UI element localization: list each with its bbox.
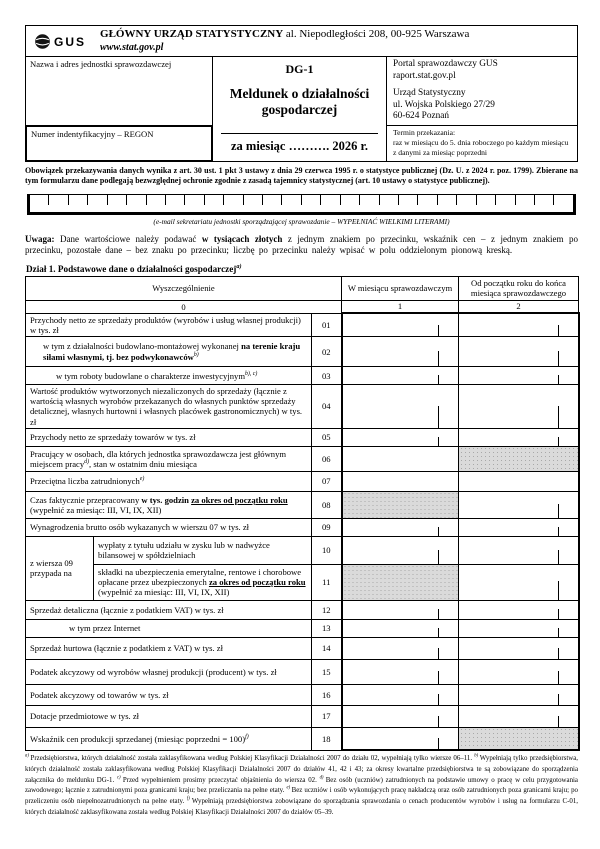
gus-wordmark: GUS (54, 34, 87, 49)
data-cell-03-col1[interactable] (342, 367, 459, 385)
table-row-13 (26, 619, 579, 637)
org-address: al. Niepodległości 208, 00-925 Warszawa (285, 28, 470, 41)
col-header-month: W miesiącu sprawozdawczym (342, 276, 459, 300)
row-label-11: składki na ubezpieczenia emerytalne, rentowe i chorobowe opłacane przez ubezpieczonych za okres od początku roku (wypełnić za miesiąc: III, VI, IX, XII) (94, 564, 312, 600)
header-title-block (100, 28, 469, 54)
data-cell-17-col1[interactable] (342, 705, 459, 727)
table-row-16 (26, 684, 579, 705)
table-row-06 (26, 446, 579, 471)
gus-globe-icon (34, 33, 51, 50)
footnote-text: Przedsiębiorstwa, których działalność została zaklasyfikowana według Polskiej Klasyfikacji Działalności 2007 do działu 02, wypełniają tylko wiersze 06–11. (30, 755, 475, 763)
footnote-text: Wypełniają tylko przedsiębiorstwa, których działalność została zaklasyfikowana według Polskiej Klasyfikacji Działalności 2007 do działów 41, 42 i 43; za okresy kwartalne przedsiębiorstwa te są zobowiązane do sporządzenia załącznika do meldunku DG-1. (25, 755, 579, 784)
email-cell (554, 195, 572, 206)
decimal-divider (558, 716, 559, 727)
email-cell (166, 195, 185, 206)
row-number-18: 18 (312, 727, 342, 750)
email-cell (244, 195, 263, 206)
col-number-2: 2 (459, 300, 579, 313)
row-number-15: 15 (312, 659, 342, 684)
email-caption: (e-mail sekretariatu jednostki sporządzającej sprawozdanie – WYPEŁNIAĆ WIELKIMI LITERAMI) (153, 216, 450, 226)
decimal-divider (438, 437, 439, 446)
row-label-03: w tym roboty budowlane o charakterze inwestycyjnym$^{b), c)}$ (26, 367, 312, 385)
row-label-01: Przychody netto ze sprzedaży produktów (wyrobów i usług własnej produkcji) w tys. zł (26, 313, 312, 336)
row-label-04: Wartość produktów wytworzonych niezaliczonych do sprzedaży (łącznie z wartością własnych wyrobów przekazanych do własnych punktów sprzedaży detalicznej, własnych hurtowni i własnych placówek gastronomicznych) w tys. zł (26, 385, 312, 429)
decimal-divider (438, 375, 439, 384)
email-cell (302, 195, 321, 206)
row-label-10: wypłaty z tytułu udziału w zysku lub w nadwyżce bilansowej w spółdzielniach (94, 536, 312, 564)
data-cell-17-col2[interactable] (459, 705, 579, 727)
table-row-02 (26, 337, 579, 367)
table-row-12 (26, 600, 579, 619)
footnote-marker: d) (319, 775, 326, 781)
data-cell-01-col1[interactable] (342, 313, 459, 336)
email-cell (380, 195, 399, 206)
data-cell-18-col2[interactable] (459, 727, 579, 750)
row-number-05: 05 (312, 428, 342, 446)
email-cell (418, 195, 437, 206)
data-cell-11-col2[interactable] (459, 564, 579, 600)
row-label-16: Podatek akcyzowy od towarów w tys. zł (26, 684, 312, 705)
table-row-14 (26, 637, 579, 659)
data-cell-09-col2[interactable] (459, 518, 579, 536)
col-number-1: 1 (342, 300, 459, 313)
email-cell (147, 195, 166, 206)
email-cell (516, 195, 535, 206)
header-right-column (386, 57, 577, 161)
header-center-column (213, 57, 386, 161)
data-cell-15-col2[interactable] (459, 659, 579, 684)
table-row-18 (26, 727, 579, 750)
row-label-12: Sprzedaż detaliczna (łącznie z podatkiem VAT) w tys. zł (26, 600, 312, 619)
row-label-14: Sprzedaż hurtowa (łącznie z podatkiem z VAT) w tys. zł (26, 637, 312, 659)
data-cell-14-col1[interactable] (342, 637, 459, 659)
decimal-divider (558, 437, 559, 446)
dzial1-tbody (26, 313, 579, 750)
row-number-04: 04 (312, 385, 342, 429)
decimal-divider (558, 504, 559, 518)
table-row-10 (26, 536, 579, 564)
decimal-divider (558, 648, 559, 659)
email-cell (399, 195, 418, 206)
data-cell-01-col2[interactable] (459, 313, 579, 336)
row-group-label: z wiersza 09 przypada na (26, 536, 94, 600)
data-cell-09-col1[interactable] (342, 518, 459, 536)
data-cell-14-col2[interactable] (459, 637, 579, 659)
data-cell-07-col1[interactable] (342, 471, 459, 491)
data-cell-16-col1[interactable] (342, 684, 459, 705)
legal-note: Obowiązek przekazywania danych wynika z art. 30 ust. 1 pkt 3 ustawy z dnia 29 czerwca 1995 r. o statystyce publicznej (Dz. U. z 2024 r. poz. 1799). Zbierane na tym formularzu dane podlegają bezwzględnej ochronie zgodnie z zasadą tajemnicy statystycznej (art. 10 ustawy o statystyce publicznej). (25, 166, 578, 186)
header-top-band (26, 26, 577, 57)
email-cell (282, 195, 301, 206)
data-cell-13-col2[interactable] (459, 619, 579, 637)
decimal-divider (558, 406, 559, 428)
decimal-divider (558, 609, 559, 618)
footnote-marker: c) (116, 775, 123, 781)
decimal-divider (438, 325, 439, 336)
table-row-17 (26, 705, 579, 727)
footnote-text: Bez osób (uczniów) zatrudnionych na podstawie umowy o pracę w celu przygotowania zawodowego; łącznie z zatrudnionymi poza granicami kraju; bez przeliczania na pełne etaty. (25, 776, 578, 795)
email-cell (88, 195, 107, 206)
office-line2: ul. Wojska Polskiego 27/29 (393, 99, 495, 110)
data-cell-12-col1[interactable] (342, 600, 459, 619)
decimal-divider (558, 671, 559, 683)
table-row-05 (26, 428, 579, 446)
row-label-13: w tym przez Internet (26, 619, 312, 637)
email-cell (127, 195, 146, 206)
uwaga-note: Uwaga: Dane wartościowe należy podawać w tysiącach złotych z jednym znakiem po przecinku, wskaźnik cen – z jednym znakiem po przecinku, pozostałe dane – bez znaku po przecinku; liczbę po przecinku należy wpisać w polu oddzielonym pionową kreską. (25, 233, 578, 256)
data-cell-08-col1[interactable] (342, 491, 459, 518)
gus-logo (34, 33, 86, 50)
decimal-divider (438, 671, 439, 683)
period-field[interactable]: za miesiąc ………. 2026 r. (221, 133, 378, 161)
data-cell-12-col2[interactable] (459, 600, 579, 619)
row-number-06: 06 (312, 446, 342, 471)
email-cell (457, 195, 476, 206)
row-number-02: 02 (312, 337, 342, 367)
data-cell-07-col2[interactable] (459, 471, 579, 491)
section-title: Dział 1. Podstawowe dane o działalności gospodarczej$^{a)}$ (26, 262, 242, 274)
row-label-02: w tym z działalności budowlano-montażowej wykonanej na terenie kraju siłami własnymi, tj. bez podwykonawców$^{b)}$ (26, 337, 312, 367)
footnote-marker: f) (186, 796, 192, 802)
data-cell-10-col1[interactable] (342, 536, 459, 564)
decimal-divider (438, 648, 439, 659)
email-cell (496, 195, 515, 206)
table-row-04 (26, 385, 579, 429)
data-cell-18-col1[interactable] (342, 727, 459, 750)
data-cell-11-col1[interactable] (342, 564, 459, 600)
decimal-divider (438, 550, 439, 564)
portal-block (387, 57, 577, 84)
header-columns (26, 57, 577, 161)
email-cell (321, 195, 340, 206)
decimal-divider (558, 694, 559, 704)
data-cell-03-col2[interactable] (459, 367, 579, 385)
email-cell (185, 195, 204, 206)
office-line3: 60-624 Poznań (393, 111, 450, 122)
row-number-12: 12 (312, 600, 342, 619)
regon-field[interactable]: Numer indentyfikacyjny – REGON (25, 125, 213, 162)
data-cell-05-col1[interactable] (342, 428, 459, 446)
deadline-title: Termin przekazania: (393, 128, 456, 138)
data-cell-02-col2[interactable] (459, 337, 579, 367)
row-label-17: Dotacje przedmiotowe w tys. zł (26, 705, 312, 727)
data-cell-04-col2[interactable] (459, 385, 579, 429)
form-code: DG-1 (285, 62, 314, 76)
data-cell-02-col1[interactable] (342, 337, 459, 367)
header-box (25, 25, 578, 162)
decimal-divider (558, 550, 559, 564)
email-comb[interactable] (27, 194, 576, 215)
footnote-marker: e) (286, 785, 292, 791)
footnote-text: Wypełniają przedsiębiorstwa zobowiązane do sporządzania sprawozdania o cenach producentów wyrobów i usług na formularzu C-01, których działalność zaklasyfikowana została według Polskiej Klasyfikacji Działalności 2007 do działów 05–39. (25, 797, 578, 816)
table-row-09 (26, 518, 579, 536)
email-cell (477, 195, 496, 206)
row-number-03: 03 (312, 367, 342, 385)
form-title: Meldunek o działalności gospodarczej (229, 86, 370, 118)
row-label-15: Podatek akcyzowy od wyrobów własnej produkcji (producent) w tys. zł (26, 659, 312, 684)
dzial1-table (25, 276, 580, 751)
row-number-08: 08 (312, 491, 342, 518)
row-label-09: Wynagrodzenia brutto osób wykazanych w wierszu 07 w tys. zł (26, 518, 312, 536)
table-row-11 (26, 564, 579, 600)
data-cell-05-col2[interactable] (459, 428, 579, 446)
decimal-divider (438, 716, 439, 727)
data-cell-15-col1[interactable] (342, 659, 459, 684)
table-row-01 (26, 313, 579, 336)
row-number-07: 07 (312, 471, 342, 491)
portal-line1: Portal sprawozdawczy GUS (393, 59, 498, 69)
email-cell (535, 195, 554, 206)
row-number-14: 14 (312, 637, 342, 659)
data-cell-04-col1[interactable] (342, 385, 459, 429)
decimal-divider (558, 325, 559, 336)
decimal-divider (558, 351, 559, 366)
table-row-08 (26, 491, 579, 518)
row-number-17: 17 (312, 705, 342, 727)
email-cell (263, 195, 282, 206)
deadline-block (387, 125, 577, 161)
office-block (387, 84, 577, 125)
decimal-divider (558, 581, 559, 599)
data-cell-16-col2[interactable] (459, 684, 579, 705)
table-row-03 (26, 367, 579, 385)
email-cell (69, 195, 88, 206)
table-row-07 (26, 471, 579, 491)
footnote-marker: b) (474, 753, 480, 759)
data-cell-13-col1[interactable] (342, 619, 459, 637)
email-cell (108, 195, 127, 206)
portal-line2: raport.stat.gov.pl (393, 70, 456, 81)
col-header-ytd: Od początku roku do końca miesiąca sprawozdawczego (459, 276, 579, 300)
row-label-05: Przychody netto ze sprzedaży towarów w tys. zł (26, 428, 312, 446)
col-number-0: 0 (26, 300, 342, 313)
email-cell (438, 195, 457, 206)
email-cell (205, 195, 224, 206)
decimal-divider (438, 738, 439, 749)
reporter-name-field[interactable]: Nazwa i adres jednostki sprawozdawczej (30, 59, 172, 69)
decimal-divider (558, 375, 559, 384)
row-number-13: 13 (312, 619, 342, 637)
data-cell-06-col1[interactable] (342, 446, 459, 471)
email-cell (30, 195, 49, 206)
row-label-07: Przeciętna liczba zatrudnionych$^{e)}$ (26, 471, 312, 491)
footnote-text: Przed wypełnieniem prosimy przeczytać objaśnienia do wiersza 02. (122, 776, 320, 784)
decimal-divider (438, 628, 439, 637)
decimal-divider (558, 628, 559, 637)
row-number-01: 01 (312, 313, 342, 336)
data-cell-10-col2[interactable] (459, 536, 579, 564)
data-cell-06-col2[interactable] (459, 446, 579, 471)
row-label-18: Wskaźnik cen produkcji sprzedanej (miesiąc poprzedni = 100)$^{f)}$ (26, 727, 312, 750)
decimal-divider (438, 351, 439, 366)
decimal-divider (438, 609, 439, 618)
decimal-divider (438, 694, 439, 704)
row-label-08: Czas faktycznie przepracowany w tys. godzin za okres od początku roku (wypełnić za miesiąc: III, VI, IX, XII) (26, 491, 312, 518)
header-left-column (26, 57, 213, 161)
decimal-divider (438, 527, 439, 536)
decimal-divider (438, 406, 439, 428)
row-number-10: 10 (312, 536, 342, 564)
org-website: www.stat.gov.pl (100, 42, 164, 54)
decimal-divider (558, 527, 559, 536)
row-number-09: 09 (312, 518, 342, 536)
row-number-11: 11 (312, 564, 342, 600)
email-cell (341, 195, 360, 206)
footnote-marker: a) (25, 753, 31, 759)
office-line1: Urząd Statystyczny (393, 88, 466, 99)
email-cell (360, 195, 379, 206)
org-name: GŁÓWNY URZĄD STATYSTYCZNY (100, 28, 284, 41)
table-row-15 (26, 659, 579, 684)
row-label-06: Pracujący w osobach, dla których jednostka sprawozdawcza jest głównym miejscem pracy$^{d)}$, stan w ostatnim dniu miesiąca (26, 446, 312, 471)
footnote-text: Bez uczniów i osób wykonujących pracę nakładczą oraz osób zatrudnionych poza granicami kraju; po przeliczeniu osób niepełnozatrudnionych na pełne etaty. (25, 787, 578, 805)
deadline-text: raz w miesiącu do 5. dnia roboczego po każdym miesiącu z danymi za miesiąc poprzedni (393, 138, 569, 158)
row-number-16: 16 (312, 684, 342, 705)
email-cell (224, 195, 243, 206)
email-cell (49, 195, 68, 206)
footnotes (25, 754, 578, 818)
col-header-wyszczegolnienie: Wyszczególnienie (26, 276, 342, 300)
data-cell-08-col2[interactable] (459, 491, 579, 518)
